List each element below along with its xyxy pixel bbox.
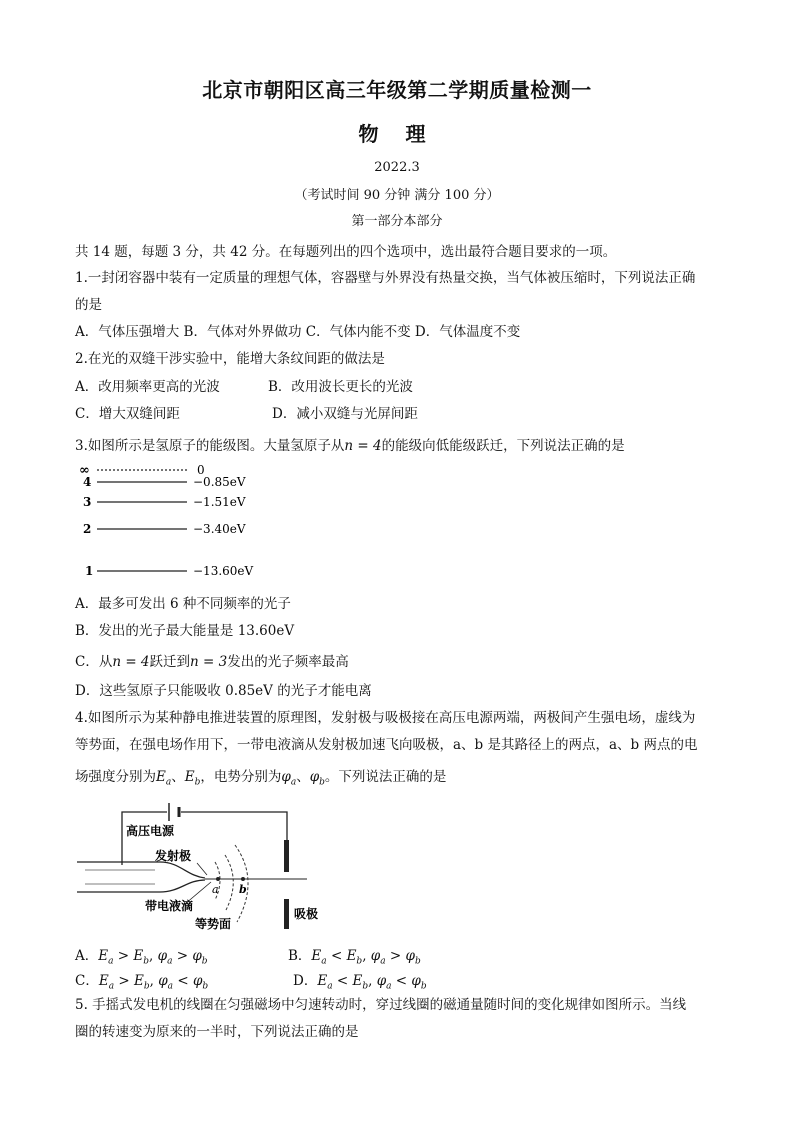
exam-title: 北京市朝阳区高三年级第二学期质量检测一 — [202, 78, 592, 102]
q2-stem: 2.在光的双缝干涉实验中，能增大条纹间距的做法是 — [75, 351, 385, 367]
equipotential-label: 等势面 — [195, 917, 232, 931]
q2-option-b: B．改用波长更长的光波 — [268, 379, 413, 395]
instructions: 共 14 题，每题 3 分，共 42 分。在每题列出的四个选项中，选出最符合题目要求的一项。 — [75, 244, 617, 260]
potential-phi-b: $\varphi_b$ — [309, 769, 325, 788]
q3-option-c-post: 发出的光子频率最高 — [227, 654, 349, 670]
q5-stem-line1: 5. 手摇式发电机的线圈在匀强磁场中匀速转动时，穿过线圈的磁通量随时间的变化规律如图所示。当线 — [75, 997, 687, 1013]
energy-level-diagram — [75, 460, 295, 585]
point-b-dot — [241, 877, 245, 881]
equipotential-surface-2 — [225, 855, 233, 910]
q1-stem-line1: 1.一封闭容器中装有一定质量的理想气体，容器壁与外界没有热量交换，当气体被压缩时，下列说法正确 — [75, 270, 696, 286]
level-n-4: 4 — [83, 475, 92, 489]
q2-option-d: D．减小双缝与光屏间距 — [272, 406, 418, 422]
potential-phi-a: $\varphi_a$ — [281, 769, 297, 788]
q3-option-c-var1: n = 4 — [112, 654, 150, 670]
q3-option-c-mid: 跃迁到 — [149, 654, 191, 670]
emitter-label: 发射极 — [155, 849, 192, 863]
q3-option-c — [75, 650, 349, 670]
droplet-label: 带电液滴 — [145, 899, 194, 913]
level-e-3: −1.51eV — [193, 495, 246, 509]
q4-option-b-letter: B． — [288, 948, 312, 964]
level-n-2: 2 — [83, 522, 92, 536]
q1-options: A．气体压强增大 B．气体对外界做功 C．气体内能不变 D．气体温度不变 — [75, 324, 521, 340]
q4-stem-line3-post: 。下列说法正确的是 — [324, 769, 447, 785]
level-e-1: −13.60eV — [193, 564, 254, 578]
q2-option-a: A．改用频率更高的光波 — [75, 379, 220, 395]
q4-stem-line3-mid: ，电势分别为 — [200, 769, 282, 785]
q4-option-d-letter: D． — [293, 973, 318, 989]
q4-option-d: D．$E_a < E_b$, $\varphi_a < \varphi_b$ — [293, 973, 427, 992]
q3-stem-var: n = 4 — [344, 438, 382, 454]
q3-option-c-pre: C．从 — [75, 654, 113, 670]
q3-option-a: A．最多可发出 6 种不同频率的光子 — [75, 596, 291, 612]
droplet-pointer — [185, 882, 211, 904]
level-n-inf: ∞ — [79, 463, 90, 478]
q3-option-b: B．发出的光子最大能量是 13.60eV — [75, 623, 295, 639]
field-ea: $E_a$ — [156, 769, 172, 788]
q5-stem-line2: 圈的转速变为原来的一半时，下列说法正确的是 — [75, 1024, 359, 1040]
q4-option-c-letter: C． — [75, 973, 99, 989]
emitter-tube-inner — [85, 870, 155, 884]
q4-option-c: C．$E_a > E_b$, $\varphi_a < \varphi_b$ — [75, 973, 209, 992]
exam-subject: 物 理 — [358, 122, 436, 146]
circuit-wire — [122, 812, 287, 865]
q4-stem-line1: 4.如图所示为某种静电推进装置的原理图，发射极与吸极接在高压电源两端，两极间产生强电场，虚线为 — [75, 710, 696, 726]
q4-option-a: A．$E_a > E_b$, $\varphi_a > \varphi_b$ — [75, 948, 208, 967]
q3-stem-pre: 3.如图所示是氢原子的能级图。大量氢原子从 — [75, 438, 345, 454]
q2-option-c: C．增大双缝间距 — [75, 406, 180, 422]
q1-stem-line2: 的是 — [75, 297, 102, 313]
electrostatic-thruster-diagram — [75, 800, 345, 935]
point-a-label: a — [212, 883, 219, 896]
part-heading: 第一部分本部分 — [351, 214, 443, 229]
level-e-4: −0.85eV — [193, 475, 246, 489]
level-n-3: 3 — [83, 495, 92, 509]
q4-stem-line3-pre: 场强度分别为 — [75, 769, 156, 785]
q3-option-c-var2: n = 3 — [190, 654, 228, 670]
q4-stem-line2: 等势面，在强电场作用下，一带电液滴从发射极加速飞向吸极，a、b 是其路径上的两点，a、b 两点的电 — [75, 737, 698, 753]
point-b-label: b — [239, 883, 247, 896]
exam-info: （考试时间 90 分钟 满分 100 分） — [294, 188, 500, 203]
level-e-inf: 0 — [197, 463, 205, 477]
point-a-dot — [216, 877, 220, 881]
q4-option-a-letter: A． — [75, 948, 99, 964]
exam-date: 2022.3 — [374, 160, 420, 175]
level-e-2: −3.40eV — [193, 522, 246, 536]
absorber-plate-lower — [284, 899, 289, 929]
emitter-tube — [77, 862, 205, 892]
absorber-label: 吸极 — [294, 907, 319, 921]
q4-stem-line3: 场强度分别为$E_a$、$E_b$，电势分别为$\varphi_a$、$\varphi_b$。下列说法正确的是 — [75, 769, 447, 788]
absorber-plate-upper — [284, 840, 289, 872]
field-eb: $E_b$ — [184, 769, 201, 788]
q3-stem-post: 的能级向低能级跃迁，下列说法正确的是 — [381, 438, 625, 454]
q3-option-d: D．这些氢原子只能吸收 0.85eV 的光子才能电离 — [75, 683, 372, 699]
q4-option-b: B．$E_a < E_b$, $\varphi_a > \varphi_b$ — [288, 948, 421, 967]
level-n-1: 1 — [85, 564, 94, 578]
emitter-pointer — [197, 863, 207, 875]
power-supply-label: 高压电源 — [126, 824, 175, 838]
q3-stem — [75, 434, 625, 454]
